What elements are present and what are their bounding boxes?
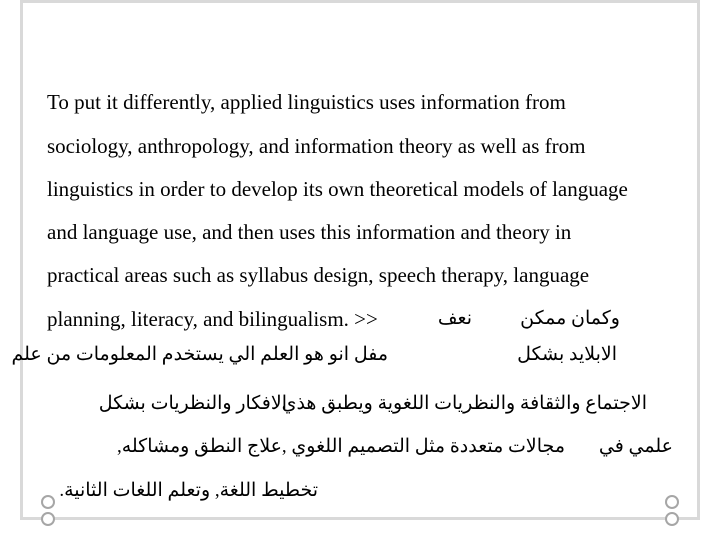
- arabic-text-l6-a: نعف: [437, 308, 472, 329]
- slide-border-left: [20, 0, 23, 520]
- arabic-text-l7-a: مفل انو هو العلم الي يستخدم المعلومات من علم: [11, 344, 388, 365]
- arabic-text-l9-b: مجالات متعددة مثل التصميم اللغوي ,: [281, 436, 565, 457]
- slide-border-bottom: [20, 517, 700, 520]
- circle-ornament-bottom-right-1: [666, 496, 678, 508]
- arabic-text-l9-c: علمي في: [598, 436, 673, 457]
- circle-ornament-bottom-left-1: [42, 496, 54, 508]
- english-line-3: linguistics in order to develop its own theoretical models of language: [47, 177, 628, 201]
- arabic-text-l8-a: الافكار والنظريات بشكل: [98, 393, 287, 414]
- english-line-2: sociology, anthropology, and information theory as well as from: [47, 134, 586, 158]
- arabic-text-l6-b: وكمان ممكن: [520, 308, 620, 329]
- slide-border-top: [20, 0, 700, 3]
- english-line-6: planning, literacy, and bilingualism. >>: [47, 307, 378, 331]
- arabic-text-l10-a: تخطيط اللغة, وتعلم اللغات الثانية.: [59, 480, 318, 501]
- arabic-text-l9-a: علاج النطق ومشاكله,: [116, 436, 282, 457]
- arabic-text-l8-b: الاجتماع والثقافة والنظريات اللغوية ويطبق هذي: [281, 393, 647, 414]
- english-line-1: To put it differently, applied linguistics uses information from: [47, 90, 566, 114]
- arabic-text-l7-b: الابلايد بشكل: [517, 344, 617, 365]
- english-line-4: and language use, and then uses this information and theory in: [47, 220, 572, 244]
- slide-border-right: [697, 0, 700, 520]
- english-line-5: practical areas such as syllabus design, speech therapy, language: [47, 263, 590, 287]
